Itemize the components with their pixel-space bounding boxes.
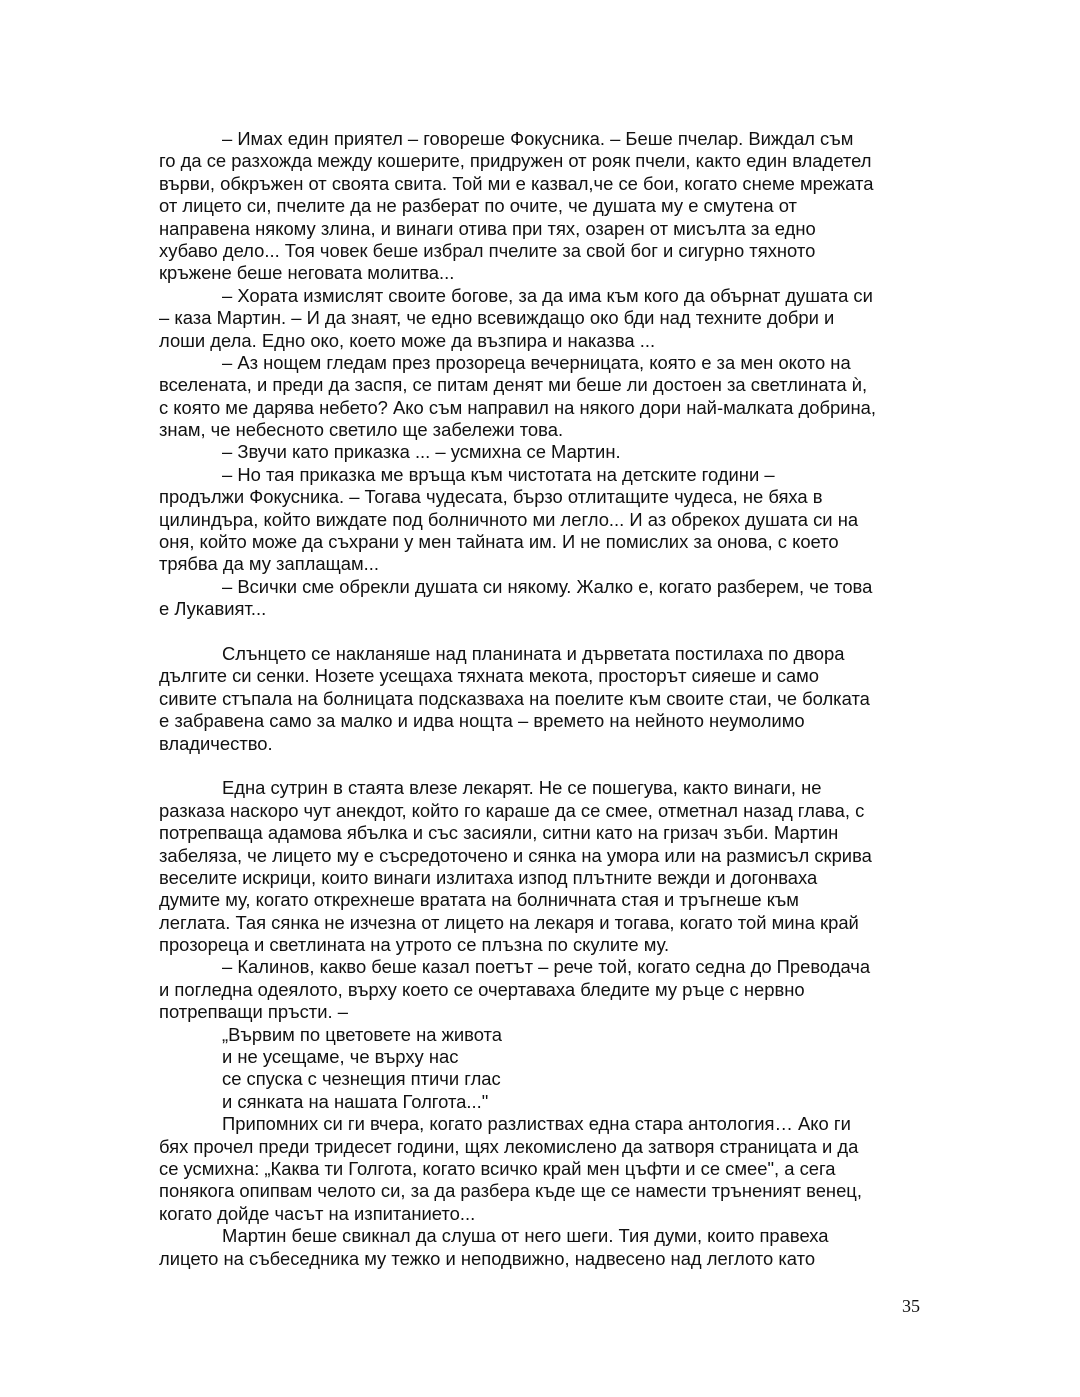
text-line: е Лукавият... (159, 598, 267, 620)
text-line: се усмихна: „Каква ти Голгота, когато всичко край мен цъфти и се смее", а сега (159, 1157, 836, 1179)
text-line: владичество. (159, 732, 273, 754)
text-line: лоши дела. Едно око, което може да възпира и наказва ... (159, 329, 656, 351)
text-line: оня, който може да съхрани у мен тайната им. И не помислих за онова, с което (159, 531, 839, 553)
text-line: с която ме дарява небето? Ако съм направил на някого дори най-малката добрина, (159, 396, 877, 418)
text-line: Припомних си ги вчера, когато разлиствах една стара антология… Ако ги (222, 1113, 851, 1135)
text-line: – Всички сме обрекли душата си някому. Жалко е, когато разберем, че това (222, 575, 873, 597)
text-line: – Но тая приказка ме връща към чистотата на детските години – (222, 463, 775, 485)
text-line: цилиндъра, който виждате под болничното ми легло... И аз обрекох душата си на (159, 508, 859, 530)
text-line: когато дойде часът на изпитанието... (159, 1202, 476, 1224)
text-line: и сянката на нашата Голгота..." (222, 1090, 489, 1112)
text-line: разказа наскоро чут анекдот, който го караше да се смее, отметнал назад глава, с (159, 799, 865, 821)
text-line: потрепваща адамова ябълка и със засияли, ситни като на гризач зъби. Мартин (159, 822, 839, 844)
text-line: думите му, когато открехнеше вратата на болничната стая и тръгнеше към (159, 889, 799, 911)
text-line: Слънцето се накланяше над планината и дърветата постилаха по двора (222, 642, 845, 664)
text-line: се спуска с чезнещия птичи глас (222, 1068, 501, 1090)
blank-line (159, 755, 919, 777)
text-line: Една сутрин в стаята влезе лекарят. Не се пошегува, както винаги, не (222, 777, 822, 799)
text-line: направена някому злина, и винаги отива при тях, озарен от мисълта за едно (159, 217, 816, 239)
text-line: – Хората измислят своите богове, за да има към кого да обърнат душата си (222, 284, 873, 306)
text-line: – Звучи като приказка ... – усмихна се Мартин. (222, 441, 621, 463)
text-line: Мартин беше свикнал да слуша от него шеги. Тия думи, които правеха (222, 1225, 829, 1247)
text-line: потрепващи пръсти. – (159, 1001, 348, 1023)
text-line: и не усещаме, че върху нас (222, 1046, 459, 1068)
text-line: и погледна одеялото, върху което се очертаваха бледите му ръце с нервно (159, 978, 805, 1000)
text-line: „Вървим по цветовете на живота (222, 1023, 502, 1045)
text-line: понякога опипвам челото си, за да разбера къде ще се намести трънeният венец, (159, 1180, 862, 1202)
text-line: – Имах един приятел – говореше Фокусника. – Беше пчелар. Виждал съм (222, 128, 854, 149)
text-line: леглата. Тая сянка не изчезна от лицето на лекаря и тогава, когато той мина край (159, 911, 859, 933)
text-line: е забравена само за малко и идва нощта – времето на нейното неумолимо (159, 710, 805, 732)
text-line: – Калинов, какво беше казал поетът – рече той, когато седна до Преводача (222, 956, 871, 978)
text-line: кръжене беше неговата молитва... (159, 262, 455, 284)
page-number: 35 (902, 1296, 920, 1316)
text-line: сивите стъпала на болницата подсказваха на поелите към своите стаи, че болката (159, 687, 870, 709)
text-line: хубаво дело... Тоя човек беше избрал пчелите за свой бог и сигурно тяхното (159, 239, 816, 261)
blank-line (159, 621, 919, 643)
body-text (159, 128, 919, 1270)
text-line: бях прочел преди тридесет години, щях лекомислено да затворя страницата и да (159, 1135, 859, 1157)
text-line: знам, че небесното светило ще забележи това. (159, 419, 564, 441)
text-line: – Аз нощем гледам през прозореца вечерницата, която е за мен окото на (222, 351, 851, 373)
text-line: прозореца и светлината на утрото се плъзна по скулите му. (159, 934, 670, 956)
text-line: го да се разхожда между кошерите, придружен от рояк пчели, както един владетел (159, 150, 872, 172)
text-line: трябва да му заплащам... (159, 553, 379, 575)
text-line: от лицето си, пчелите да не разберат по очите, че душата му е смутена от (159, 195, 797, 217)
text-line: веселите искрици, които винаги излитаха изпод плътните вежди и догонваха (159, 866, 818, 888)
text-line: вселената, и преди да заспя, се питам денят ми беше ли достоен за светлината ѝ, (159, 374, 868, 396)
text-line: върви, обкръжен от своята свита. Той ми е казвал,че се бои, когато снеме мрежата (159, 172, 874, 194)
text-line: продължи Фокусника. – Тогава чудесата, бързо отлитащите чудеса, не бяха в (159, 486, 823, 508)
text-line: лицето на събеседника му тежко и неподвижно, надвесено над леглото като (159, 1247, 816, 1269)
text-line: – каза Мартин. – И да знаят, че едно всевиждащо око бди над техните добри и (159, 307, 835, 329)
text-line: забеляза, че лицето му е съсредоточено и сянка на умора или на размисъл скрива (159, 844, 872, 866)
text-line: дългите си сенки. Нозете усещаха тяхната мекота, просторът сияеше и само (159, 665, 820, 687)
